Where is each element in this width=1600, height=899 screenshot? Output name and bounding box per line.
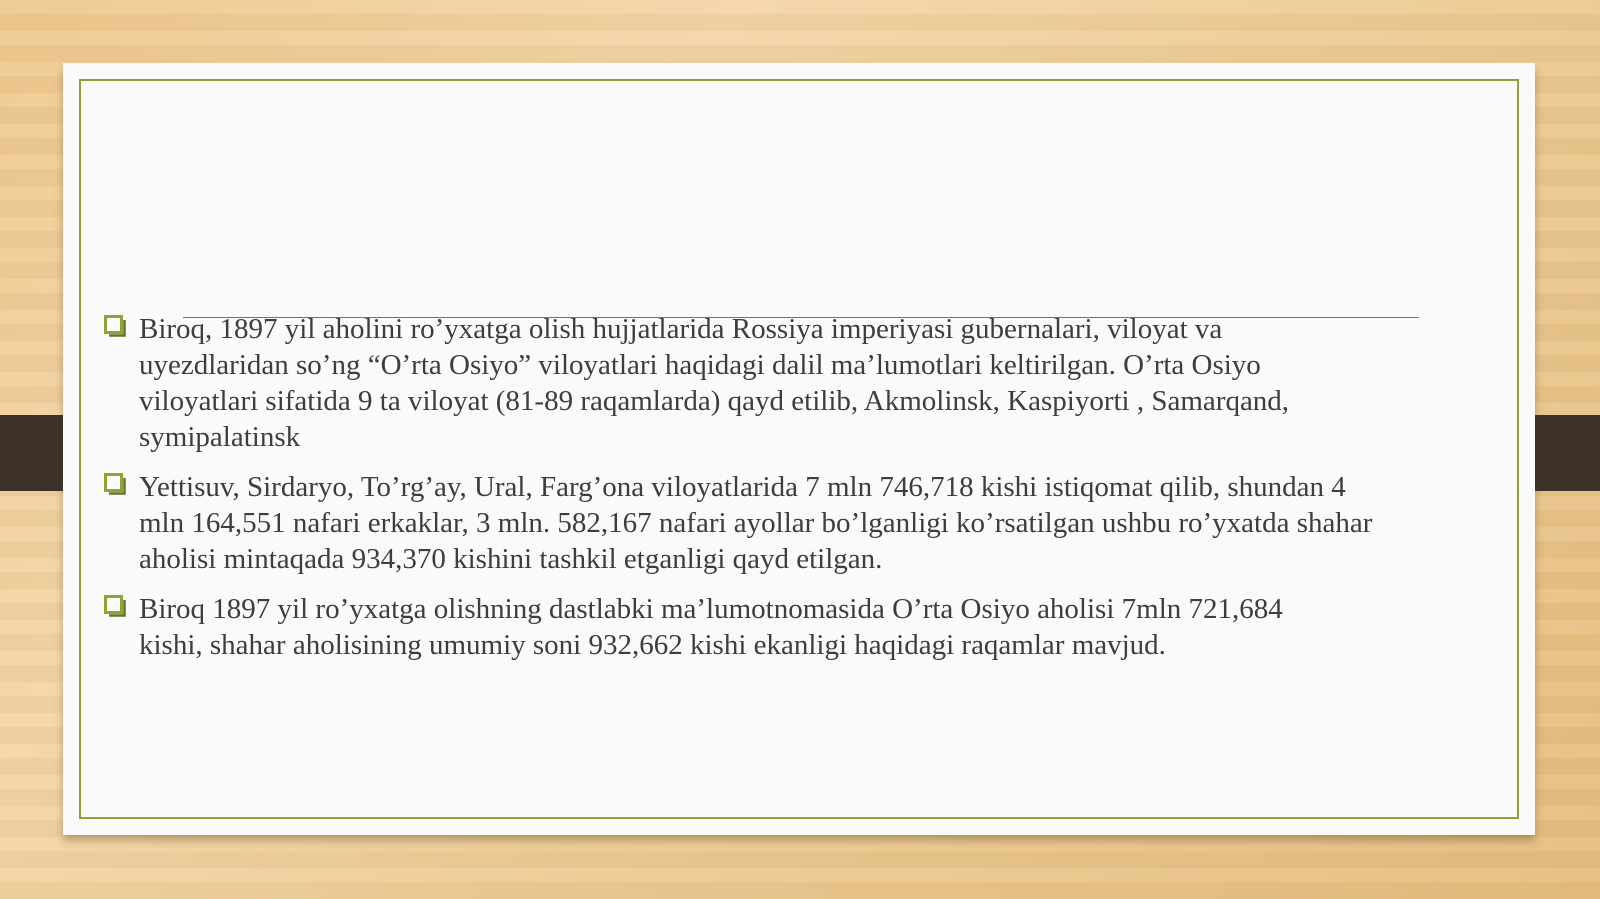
list-item — [101, 469, 1379, 577]
list-item — [101, 311, 1379, 455]
checkbox-square-icon — [104, 315, 126, 337]
list-item — [101, 591, 1329, 663]
checkbox-square-icon — [104, 473, 126, 495]
bullet-text: Biroq, 1897 yil aholini ro’yxatga olish hujjatlarida Rossiya imperiyasi gubernalari, viloyat va uyezdlaridan so’ng “O’rta Osiyo” viloyatlari haqidagi dalil ma’lumotlari keltirilgan. O’rta Osiyo viloyatlari sifatida 9 ta viloyat (81-89 raqamlarda) qayd etilib, Akmolinsk, Kaspiyorti , Samarqand, symipalatinsk — [139, 313, 1290, 453]
bullet-list — [101, 311, 1401, 677]
bullet-text: Yettisuv, Sirdaryo, To’rg’ay, Ural, Farg’ona viloyatlarida 7 mln 746,718 kishi istiqomat qilib, shundan 4 mln 164,551 nafari erkaklar, 3 mln. 582,167 nafari ayollar bo’lganligi ko’rsatilgan ushbu ro’yxatda shahar aholisi mintaqada 934,370 kishini tashkil etganligi qayd etilgan. — [139, 471, 1373, 575]
bullet-text: Biroq 1897 yil ro’yxatga olishning dastlabki ma’lumotnomasida O’rta Osiyo aholisi 7mln 721,684 kishi, shahar aholisining umumiy soni 932,662 kishi ekanligi haqidagi raqamlar mavjud. — [139, 593, 1283, 661]
checkbox-square-icon — [104, 595, 126, 617]
